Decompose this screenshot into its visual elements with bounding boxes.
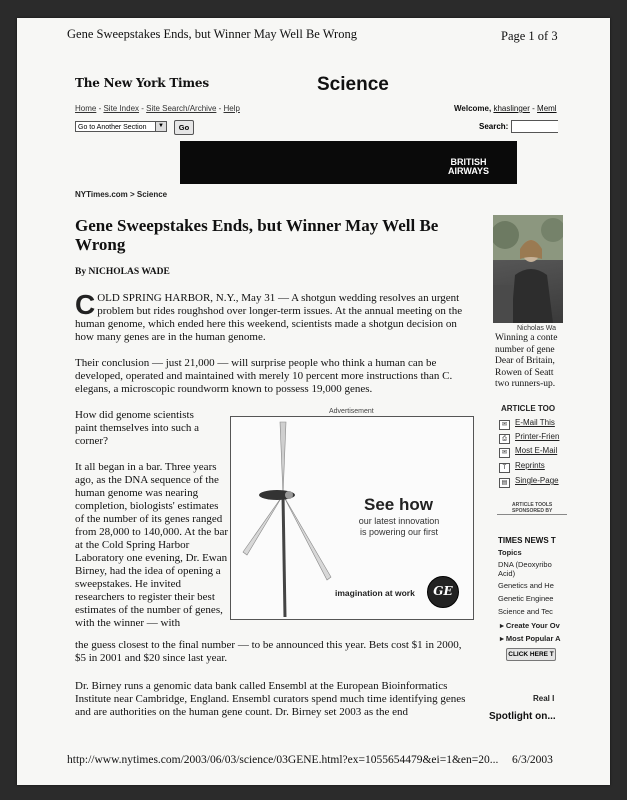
go-button[interactable]: Go — [174, 120, 194, 135]
ad-tagline: imagination at work — [335, 588, 415, 598]
topics-label: Topics — [498, 548, 522, 557]
real-estate-label: Real I — [533, 694, 555, 703]
username-link[interactable]: khaslinger — [493, 104, 530, 113]
page-icon: ▤ — [499, 478, 510, 488]
arrow-right-icon: ▸ — [500, 621, 506, 630]
single-page-link[interactable]: ▤ Single-Page — [499, 476, 559, 488]
times-news-tracker-title: TIMES NEWS T — [498, 536, 556, 545]
member-center-link[interactable]: Meml — [537, 104, 557, 113]
reprints-link[interactable]: T Reprints — [499, 461, 545, 473]
site-search-link[interactable]: Site Search/Archive — [146, 104, 217, 113]
sidebar-promo: Winning a conte number of gene Dear of Britain, Rowen of Seatt two runners-up. — [495, 333, 558, 389]
envelope-icon: ✉ — [499, 420, 510, 430]
nyt-logo[interactable]: The New York Times — [75, 76, 209, 90]
spotlight-heading: Spotlight on... — [489, 711, 556, 722]
portrait-image — [493, 215, 563, 323]
topic-link-science[interactable]: Science and Tec — [498, 607, 553, 616]
welcome-label: Welcome, — [454, 104, 492, 113]
print-header-title: Gene Sweepstakes Ends, but Winner May Well Be Wrong — [67, 27, 357, 41]
sidebar-divider — [497, 514, 567, 515]
drop-cap: C — [75, 289, 96, 320]
email-this-link[interactable]: ✉ E-Mail This — [499, 418, 555, 430]
ad-subtext: our latest innovation is powering our first — [358, 516, 440, 537]
click-here-button[interactable]: CLICK HERE T — [506, 648, 556, 661]
article-paragraph: Their conclusion — just 21,000 — will surprise people who think a human can be developed, operated and maintained with merely 10 percent more instructions than C. elegans, a microscopic roundworm known to possess 19,000 genes. — [75, 357, 453, 395]
create-your-own-link[interactable]: ▸ Create Your Ov — [500, 621, 560, 630]
author-photo[interactable] — [493, 215, 563, 323]
home-link[interactable]: Home — [75, 104, 97, 113]
article-paragraph: the guess closest to the final number — to be announced this year. Bets cost $1 in 2000, $5 in 2001 and $20 since last year. — [75, 639, 462, 664]
section-title[interactable]: Science — [317, 74, 389, 95]
most-popular-link[interactable]: ▸ Most Popular A — [500, 634, 561, 643]
article-paragraph: Dr. Birney runs a genomic data bank called Ensembl at the European Bioinformatics Institute near Cambridge, England. Ensembl curators spend much time identifying genes and are authorities on the human gene count. Dr. Birney set 2003 as the end — [75, 680, 466, 718]
british-airways-logo: BRITISH AIRWAYS — [447, 157, 489, 176]
article-headline: Gene Sweepstakes Ends, but Winner May Well Be Wrong — [75, 216, 439, 254]
printer-friendly-link[interactable]: ⎙ Printer-Frien — [499, 432, 559, 444]
breadcrumb[interactable]: NYTimes.com > Science — [75, 190, 168, 199]
article-tools-title: ARTICLE TOO — [501, 404, 556, 413]
most-emailed-link[interactable]: ✉ Most E-Mail — [499, 446, 557, 458]
arrow-right-icon: ▸ — [500, 634, 506, 643]
search-input[interactable] — [511, 120, 558, 133]
photo-caption: Nicholas Wa — [517, 325, 557, 332]
advertisement-label: Advertisement — [329, 408, 374, 415]
ad-headline: See how — [364, 495, 433, 514]
chevron-down-icon: ▼ — [155, 122, 166, 131]
help-link[interactable]: Help — [223, 104, 240, 113]
nyt-t-icon: T — [499, 463, 510, 473]
ge-logo: GE — [427, 576, 459, 608]
printed-page — [17, 18, 610, 785]
topic-link-dna[interactable]: DNA (Deoxyribo Acid) — [498, 560, 552, 578]
article-paragraph: COLD SPRING HARBOR, N.Y., May 31 — A shotgun wedding resolves an urgent problem but rides roughshod over longer-term issues. At the annual meeting on the human genome, which ended here this weekend, scientists made a shotgun decision on how many genes are in the human genome. — [75, 289, 463, 343]
printer-icon: ⎙ — [499, 434, 510, 444]
article-paragraph: It all began in a bar. Three years ago, as the DNA sequence of the human genome was nearing completion, biologists' estimates of the number of its genes ranged from 28,000 to 140,000. At the bar at the Cold Spring Harbor Laboratory one evening, Dr. Ewan Birney, had the idea of opening a sweepstakes. He invited researchers to register their best estimates of the number of genes, with the winner — with — [75, 461, 229, 629]
article-paragraph: How did genome scientists paint themselves into such a corner? — [75, 409, 200, 447]
ge-advertisement[interactable] — [230, 416, 474, 620]
topic-link-genetic-engineering[interactable]: Genetic Enginee — [498, 594, 554, 603]
print-footer-url: http://www.nytimes.com/2003/06/03/science/03GENE.html?ex=1055654479&ei=1&en=20... — [67, 754, 499, 766]
banner-ad[interactable] — [180, 141, 517, 184]
article-byline: By NICHOLAS WADE — [75, 267, 170, 277]
print-header-page: Page 1 of 3 — [501, 29, 558, 43]
site-index-link[interactable]: Site Index — [103, 104, 140, 113]
search-label: Search: — [479, 122, 509, 131]
envelope-icon: ✉ — [499, 448, 510, 458]
section-select[interactable]: Go to Another Section ▼ — [75, 121, 167, 132]
tools-sponsor-label: ARTICLE TOOLS SPONSORED BY — [512, 502, 553, 514]
print-footer-date: 6/3/2003 — [512, 754, 553, 766]
welcome-bar: Welcome, khaslinger - Meml — [454, 104, 557, 113]
top-nav: Home - Site Index - Site Search/Archive - Help — [75, 104, 240, 113]
topic-link-genetics[interactable]: Genetics and He — [498, 581, 554, 590]
